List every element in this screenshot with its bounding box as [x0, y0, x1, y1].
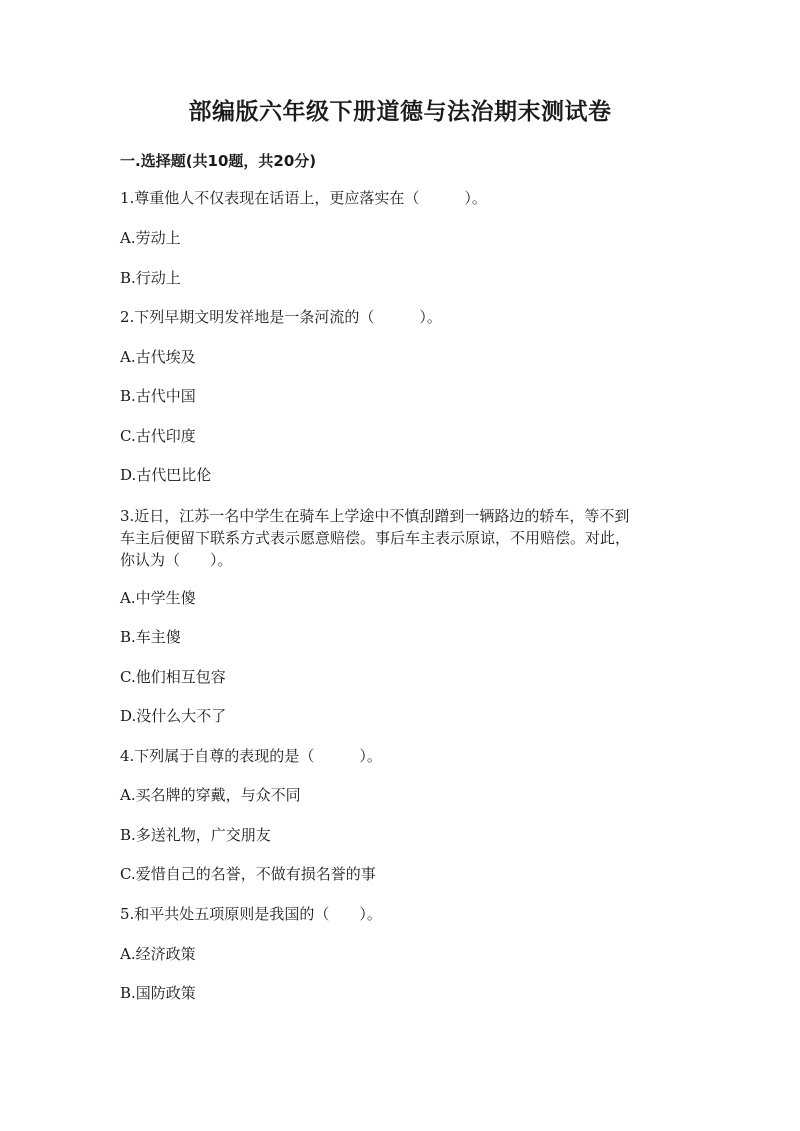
section-heading: 一.选择题(共10题，共20分)	[120, 152, 317, 170]
question-3-stem-line-2: 车主后便留下联系方式表示愿意赔偿。事后车主表示原谅，不用赔偿。对此，	[120, 529, 631, 547]
question-1-option-a: A.劳动上	[120, 229, 181, 247]
question-2-stem: 2.下列早期文明发祥地是一条河流的（ ）。	[120, 308, 442, 326]
page-title: 部编版六年级下册道德与法治期末测试卷	[188, 99, 612, 125]
question-3-option-a: A.中学生傻	[120, 589, 196, 607]
question-3-option-d: D.没什么大不了	[120, 707, 227, 725]
question-2-option-c: C.古代印度	[120, 427, 196, 445]
question-2-option-b: B.古代中国	[120, 387, 196, 405]
question-4-option-a: A.买名牌的穿戴，与众不同	[120, 786, 301, 804]
question-1-option-b: B.行动上	[120, 269, 181, 287]
question-4-option-c: C.爱惜自己的名誉，不做有损名誉的事	[120, 865, 376, 883]
question-3-option-b: B.车主傻	[120, 628, 181, 646]
question-3-stem-line-1: 3.近日，江苏一名中学生在骑车上学途中不慎刮蹭到一辆路边的轿车，等不到	[120, 507, 630, 525]
question-3-option-c: C.他们相互包容	[120, 668, 226, 686]
question-4-option-b: B.多送礼物，广交朋友	[120, 826, 271, 844]
question-3-stem-line-3: 你认为（ ）。	[120, 551, 233, 569]
question-2-option-a: A.古代埃及	[120, 348, 196, 366]
question-2-option-d: D.古代巴比伦	[120, 466, 212, 484]
question-5-stem: 5.和平共处五项原则是我国的（ ）。	[120, 905, 382, 923]
question-5-option-b: B.国防政策	[120, 984, 196, 1002]
question-4-stem: 4.下列属于自尊的表现的是（ ）。	[120, 747, 382, 765]
question-1-stem: 1.尊重他人不仅表现在话语上，更应落实在（ ）。	[120, 189, 487, 207]
question-5-option-a: A.经济政策	[120, 945, 196, 963]
